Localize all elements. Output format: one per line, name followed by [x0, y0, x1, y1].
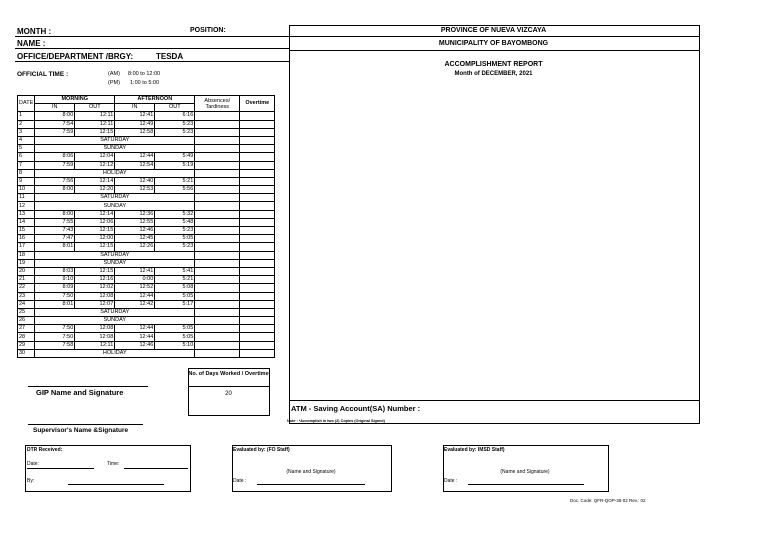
overtime-cell: [240, 210, 275, 218]
am-in-cell: 7:56: [35, 177, 75, 185]
pm-in-cell: 12:42: [115, 300, 155, 308]
am-in-cell: 7:50: [35, 333, 75, 341]
atm-label: ATM - Saving Account(SA) Number :: [291, 404, 421, 413]
days-worked-value: 20: [225, 391, 232, 397]
day-cell: 6: [18, 153, 35, 161]
province-title: PROVINCE OF NUEVA VIZCAYA: [440, 27, 547, 34]
pm-in-cell: 12:53: [115, 186, 155, 194]
fo-date-label: Date :: [233, 478, 247, 484]
day-cell: 12: [18, 202, 35, 210]
overtime-cell: [240, 276, 275, 284]
absences-cell: [195, 145, 240, 153]
day-cell: 13: [18, 210, 35, 218]
am-in-cell: 7:59: [35, 161, 75, 169]
am-out-cell: 12:15: [75, 267, 115, 275]
overtime-cell: [240, 267, 275, 275]
table-row: [18, 235, 275, 243]
divider: [15, 48, 290, 49]
am-in-cell: 8:03: [35, 267, 75, 275]
overtime-cell: [240, 300, 275, 308]
day-cell: 2: [18, 120, 35, 128]
absences-cell: [195, 276, 240, 284]
divider: [188, 386, 269, 387]
note-cell: SATURDAY: [35, 136, 195, 144]
overtime-cell: [240, 202, 275, 210]
day-cell: 8: [18, 169, 35, 177]
day-cell: 20: [18, 267, 35, 275]
overtime-cell: [240, 292, 275, 300]
imsd-name-signature: (Name and Signature): [500, 469, 550, 475]
day-cell: 18: [18, 251, 35, 259]
pm-time: 1:00 to 5:00: [130, 80, 160, 86]
am-out-cell: 12:15: [75, 227, 115, 235]
absences-cell: [195, 235, 240, 243]
am-out-cell: 12:12: [75, 161, 115, 169]
absences-cell: [195, 341, 240, 349]
imsd-date-line: [468, 484, 584, 485]
note-cell: HOLIDAY: [35, 169, 195, 177]
day-cell: 19: [18, 259, 35, 267]
pm-out-cell: 5:23: [155, 128, 195, 136]
am-out-cell: 12:08: [75, 333, 115, 341]
absences-cell: [195, 177, 240, 185]
overtime-cell: [240, 153, 275, 161]
absences-cell: [195, 267, 240, 275]
dtr-by-line: [68, 484, 164, 485]
overtime-cell: [240, 284, 275, 292]
table-row: [18, 333, 275, 341]
am-in-cell: 7:47: [35, 235, 75, 243]
pm-in-cell: 12:44: [115, 153, 155, 161]
supervisor-signature-line: [28, 424, 143, 425]
am-out-cell: 12:16: [75, 276, 115, 284]
absences-cell: [195, 194, 240, 202]
absences-cell: [195, 317, 240, 325]
pm-in-cell: 12:55: [115, 218, 155, 226]
table-row: [18, 169, 275, 177]
table-row: [18, 259, 275, 267]
overtime-cell: [240, 251, 275, 259]
absences-cell: [195, 153, 240, 161]
am-out-cell: 12:07: [75, 300, 115, 308]
am-out-cell: 12:00: [75, 235, 115, 243]
date-column-header: DATE: [18, 96, 35, 112]
day-cell: 1: [18, 112, 35, 120]
day-cell: 17: [18, 243, 35, 251]
am-in-cell: 7:55: [35, 218, 75, 226]
day-cell: 26: [18, 317, 35, 325]
pm-in-cell: 12:36: [115, 210, 155, 218]
pm-in-cell: 12:41: [115, 267, 155, 275]
table-row: [18, 128, 275, 136]
absences-cell: [195, 349, 240, 357]
office-value: TESDA: [156, 52, 184, 61]
am-in-cell: 7:54: [35, 120, 75, 128]
am-out-cell: 12:08: [75, 292, 115, 300]
absences-cell: [195, 186, 240, 194]
am-in-cell: 8:09: [35, 284, 75, 292]
table-row: [18, 153, 275, 161]
absences-cell: [195, 161, 240, 169]
day-cell: 5: [18, 145, 35, 153]
gip-signature-label: GIP Name and Signature: [36, 388, 124, 397]
table-row: [18, 177, 275, 185]
pm-in-cell: 12:52: [115, 284, 155, 292]
fo-name-signature: (Name and Signature): [286, 469, 336, 475]
pm-in-cell: 12:45: [115, 235, 155, 243]
table-row: [18, 218, 275, 226]
absences-cell: [195, 169, 240, 177]
table-row: [18, 267, 275, 275]
day-cell: 16: [18, 235, 35, 243]
overtime-cell: [240, 218, 275, 226]
am-in-cell: 7:58: [35, 341, 75, 349]
day-cell: 21: [18, 276, 35, 284]
table-row: [18, 186, 275, 194]
am-time: 8:00 to 12:00: [128, 71, 161, 77]
table-row: [18, 145, 275, 153]
dtr-time-label: Time:: [107, 461, 120, 467]
divider: [15, 61, 290, 62]
am-out-cell: 12:15: [75, 128, 115, 136]
absences-cell: [195, 243, 240, 251]
dtr-time-line: [124, 468, 188, 469]
pm-in-cell: 12:58: [115, 128, 155, 136]
day-cell: 30: [18, 349, 35, 357]
table-row: [18, 317, 275, 325]
day-cell: 28: [18, 333, 35, 341]
am-out-cell: 12:08: [75, 325, 115, 333]
absences-header: Absences/ Tardiness: [195, 96, 240, 112]
pm-in-cell: 12:26: [115, 243, 155, 251]
am-in-cell: 8:00: [35, 210, 75, 218]
municipality-title: MUNICIPALITY OF BAYOMBONG: [438, 40, 549, 47]
pm-out-cell: 5:48: [155, 218, 195, 226]
am-out-cell: 12:04: [75, 153, 115, 161]
pm-out-cell: 5:05: [155, 333, 195, 341]
day-cell: 3: [18, 128, 35, 136]
pm-in-cell: 0:00: [115, 276, 155, 284]
note-cell: SATURDAY: [35, 251, 195, 259]
pm-out-cell: 5:41: [155, 267, 195, 275]
absences-cell: [195, 112, 240, 120]
table-row: [18, 194, 275, 202]
pm-in-cell: 12:44: [115, 333, 155, 341]
day-cell: 24: [18, 300, 35, 308]
am-in-header: IN: [35, 104, 75, 112]
am-in-cell: 9:10: [35, 276, 75, 284]
absences-cell: [195, 128, 240, 136]
days-worked-label: No. of Days Worked / Overtime: [188, 371, 269, 377]
absences-cell: [195, 210, 240, 218]
table-row: [18, 292, 275, 300]
absences-cell: [195, 136, 240, 144]
table-row: [18, 276, 275, 284]
day-cell: 27: [18, 325, 35, 333]
absences-cell: [195, 202, 240, 210]
afternoon-header: AFTERNOON: [115, 96, 195, 104]
overtime-cell: [240, 235, 275, 243]
day-cell: 29: [18, 341, 35, 349]
pm-in-cell: 12:44: [115, 292, 155, 300]
note-cell: SUNDAY: [35, 317, 195, 325]
pm-in-cell: 12:44: [115, 325, 155, 333]
accomplishment-report-box: [289, 25, 700, 424]
day-cell: 25: [18, 308, 35, 316]
supervisor-label: Supervisor's Name &Signature: [33, 427, 129, 434]
table-row: [18, 112, 275, 120]
day-cell: 22: [18, 284, 35, 292]
day-cell: 7: [18, 161, 35, 169]
month-label: MONTH :: [17, 27, 52, 36]
overtime-cell: [240, 177, 275, 185]
pm-out-cell: 5:21: [155, 177, 195, 185]
pm-out-cell: 6:16: [155, 112, 195, 120]
overtime-cell: [240, 325, 275, 333]
absences-cell: [195, 259, 240, 267]
am-in-cell: 7:50: [35, 292, 75, 300]
am-in-cell: 7:59: [35, 128, 75, 136]
pm-out-header: OUT: [155, 104, 195, 112]
pm-in-cell: 12:40: [115, 177, 155, 185]
overtime-cell: [240, 186, 275, 194]
am-in-cell: 8:00: [35, 112, 75, 120]
pm-out-cell: 5:56: [155, 186, 195, 194]
pm-out-cell: 5:23: [155, 243, 195, 251]
pm-in-cell: 12:46: [115, 341, 155, 349]
pm-in-cell: 12:46: [115, 227, 155, 235]
table-row: [18, 300, 275, 308]
am-out-header: OUT: [75, 104, 115, 112]
note-text: Note : *Accomplish in two (2) Copies (Original Signed): [287, 419, 385, 423]
note-cell: SUNDAY: [35, 145, 195, 153]
am-out-cell: 12:14: [75, 177, 115, 185]
pm-out-cell: 5:05: [155, 325, 195, 333]
overtime-cell: [240, 145, 275, 153]
am-out-cell: 12:11: [75, 341, 115, 349]
morning-header: MORNING: [35, 96, 115, 104]
overtime-cell: [240, 243, 275, 251]
am-out-cell: 12:14: [75, 210, 115, 218]
day-cell: 23: [18, 292, 35, 300]
table-row: [18, 341, 275, 349]
absences-cell: [195, 218, 240, 226]
am-out-cell: 12:11: [75, 112, 115, 120]
pm-in-cell: 12:54: [115, 161, 155, 169]
absences-cell: [195, 292, 240, 300]
divider: [15, 36, 290, 37]
table-row: [18, 202, 275, 210]
pm-out-cell: 5:05: [155, 292, 195, 300]
pm-out-cell: 5:21: [155, 276, 195, 284]
overtime-cell: [240, 128, 275, 136]
pm-out-cell: 5:10: [155, 341, 195, 349]
official-time-label: OFFICIAL TIME :: [17, 71, 69, 78]
overtime-cell: [240, 341, 275, 349]
pm-out-cell: 5:23: [155, 120, 195, 128]
table-row: [18, 120, 275, 128]
am-in-cell: 7:50: [35, 325, 75, 333]
office-label: OFFICE/DEPARTMENT /BRGY:: [17, 52, 134, 61]
absences-cell: [195, 284, 240, 292]
overtime-cell: [240, 333, 275, 341]
divider: [289, 50, 699, 51]
table-row: [18, 284, 275, 292]
overtime-cell: [240, 308, 275, 316]
pm-out-cell: 5:17: [155, 300, 195, 308]
overtime-cell: [240, 259, 275, 267]
am-out-cell: 12:20: [75, 186, 115, 194]
day-cell: 10: [18, 186, 35, 194]
note-cell: HOLIDAY: [35, 349, 195, 357]
am-in-cell: 7:43: [35, 227, 75, 235]
divider: [289, 36, 699, 37]
table-row: [18, 227, 275, 235]
overtime-cell: [240, 161, 275, 169]
day-cell: 15: [18, 227, 35, 235]
table-row: [18, 136, 275, 144]
table-row: [18, 308, 275, 316]
am-in-cell: 8:06: [35, 153, 75, 161]
overtime-header: Overtime: [240, 96, 275, 112]
pm-in-header: IN: [115, 104, 155, 112]
pm-label: (PM): [108, 80, 120, 86]
pm-out-cell: 5:49: [155, 153, 195, 161]
overtime-cell: [240, 112, 275, 120]
day-cell: 9: [18, 177, 35, 185]
note-cell: SATURDAY: [35, 194, 195, 202]
absences-cell: [195, 325, 240, 333]
overtime-cell: [240, 349, 275, 357]
absences-cell: [195, 227, 240, 235]
position-label: POSITION:: [190, 27, 226, 34]
pm-in-cell: 12:49: [115, 120, 155, 128]
absences-cell: [195, 333, 240, 341]
dtr-date-line: [27, 468, 94, 469]
divider: [289, 400, 699, 401]
table-row: [18, 210, 275, 218]
dtr-date-label: Date:: [27, 461, 39, 467]
pm-out-cell: 5:19: [155, 161, 195, 169]
am-out-cell: 12:02: [75, 284, 115, 292]
note-cell: SATURDAY: [35, 308, 195, 316]
absences-cell: [195, 300, 240, 308]
fo-staff-title: Evaluated by: (FO Staff): [233, 447, 290, 453]
table-row: [18, 325, 275, 333]
overtime-cell: [240, 120, 275, 128]
doc-code: Doc. Code: QFR-QOP-36-02 Rev.: 02: [570, 498, 646, 503]
imsd-date-label: Date :: [444, 478, 458, 484]
overtime-cell: [240, 317, 275, 325]
note-cell: SUNDAY: [35, 259, 195, 267]
overtime-cell: [240, 136, 275, 144]
am-in-cell: 8:01: [35, 243, 75, 251]
imsd-staff-title: Evaluated by: IMSD Staff): [444, 447, 505, 453]
pm-out-cell: 5:32: [155, 210, 195, 218]
am-out-cell: 12:11: [75, 120, 115, 128]
report-month: Month of DECEMBER, 2021: [454, 71, 533, 77]
day-cell: 4: [18, 136, 35, 144]
note-cell: SUNDAY: [35, 202, 195, 210]
am-out-cell: 12:06: [75, 218, 115, 226]
table-row: [18, 243, 275, 251]
gip-signature-line: [28, 386, 148, 387]
day-cell: 14: [18, 218, 35, 226]
dtr-received-title: DTR Received:: [27, 447, 63, 453]
overtime-cell: [240, 169, 275, 177]
overtime-cell: [240, 227, 275, 235]
pm-out-cell: 5:05: [155, 235, 195, 243]
absences-cell: [195, 308, 240, 316]
absences-cell: [195, 251, 240, 259]
pm-out-cell: 5:23: [155, 227, 195, 235]
am-out-cell: 12:15: [75, 243, 115, 251]
am-in-cell: 8:00: [35, 186, 75, 194]
overtime-cell: [240, 194, 275, 202]
table-row: [18, 349, 275, 357]
table-row: [18, 161, 275, 169]
fo-date-line: [257, 484, 365, 485]
name-label: NAME :: [17, 39, 46, 48]
table-row: [18, 251, 275, 259]
report-title: ACCOMPLISHMENT REPORT: [444, 61, 543, 68]
absences-cell: [195, 120, 240, 128]
pm-in-cell: 12:41: [115, 112, 155, 120]
dtr-table: [17, 95, 275, 358]
day-cell: 11: [18, 194, 35, 202]
dtr-by-label: By:: [27, 478, 35, 484]
am-label: (AM): [108, 71, 120, 77]
am-in-cell: 8:01: [35, 300, 75, 308]
pm-out-cell: 5:08: [155, 284, 195, 292]
